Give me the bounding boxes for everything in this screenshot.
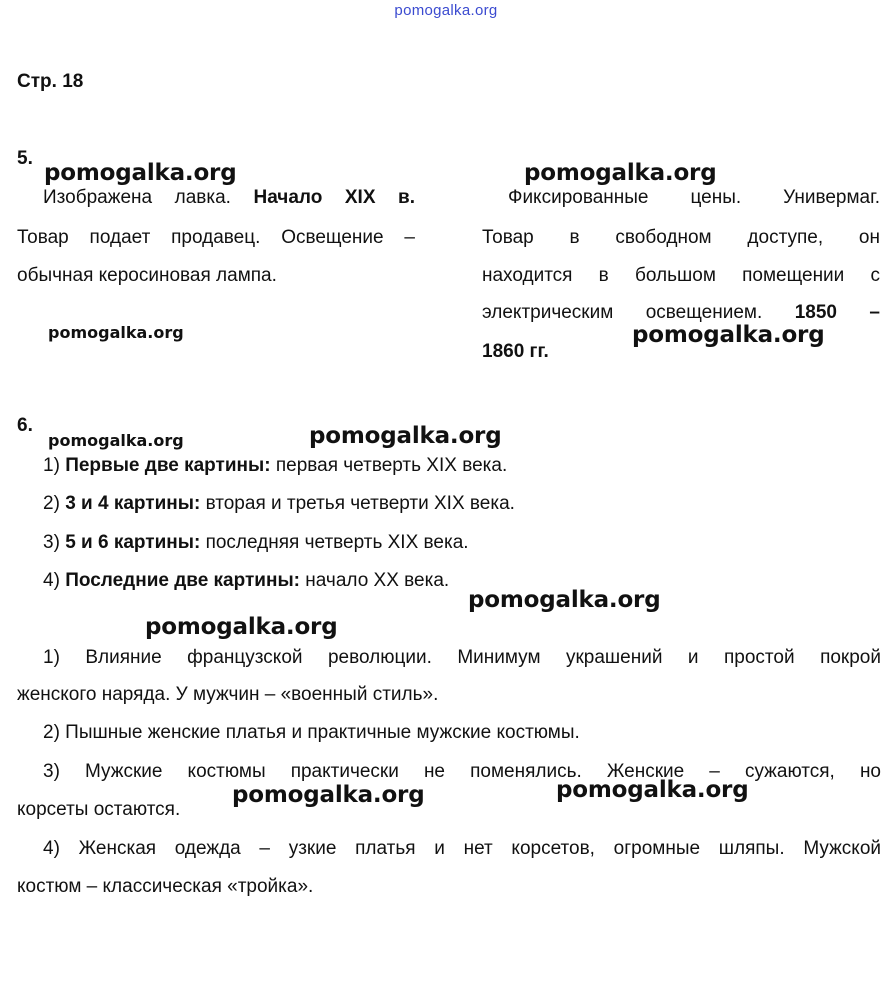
watermark: pomogalka.org — [309, 423, 502, 449]
task-5-left-line-3: обычная керосиновая лампа. — [17, 265, 277, 286]
item-text: начало XX века. — [305, 570, 450, 591]
task-5-right-text: электрическим освещением. — [482, 302, 763, 323]
item-text: последняя четверть XIX века. — [205, 532, 469, 553]
watermark: pomogalka.org — [468, 587, 661, 613]
watermark: pomogalka.org — [524, 160, 717, 186]
watermark: pomogalka.org — [232, 782, 425, 808]
page-label: Стр. 18 — [17, 71, 84, 92]
task-6-desc-4-line-2: костюм – классическая «тройка». — [17, 876, 314, 897]
task-6-item-1 — [43, 455, 507, 477]
task-6-desc-3-line-1: 3) Мужские костюмы практически не поменялись. Женские – сужаются, но — [43, 761, 881, 782]
task-5-left-date: Начало XIX в. — [253, 187, 415, 208]
task-5-left-text: Изображена лавка. — [43, 187, 231, 208]
task-5-right-line-2: Товар в свободном доступе, он — [482, 227, 880, 248]
item-prefix: 2) — [43, 493, 60, 514]
item-prefix: 3) — [43, 532, 60, 553]
watermark: pomogalka.org — [48, 431, 184, 450]
watermark: pomogalka.org — [44, 160, 237, 186]
task-6-desc-3-line-2: корсеты остаются. — [17, 799, 181, 820]
task-6-number: 6. — [17, 415, 33, 436]
task-6-item-4 — [43, 570, 449, 592]
task-5-left-line-2: Товар подает продавец. Освещение – — [17, 227, 415, 248]
watermark: pomogalka.org — [145, 614, 338, 640]
site-url-header[interactable]: pomogalka.org — [394, 2, 498, 19]
task-6-desc-4-line-1: 4) Женская одежда – узкие платья и нет корсетов, огромные шляпы. Мужской — [43, 838, 881, 859]
item-prefix: 4) — [43, 570, 60, 591]
task-6-desc-2: 2) Пышные женские платья и практичные мужские костюмы. — [43, 722, 580, 743]
task-5-right-date: 1850 – — [794, 302, 880, 323]
item-text: вторая и третья четверти XIX века. — [205, 493, 515, 514]
task-5-right-line-4 — [482, 302, 880, 324]
task-5-number: 5. — [17, 148, 33, 169]
task-5-right-line-3: находится в большом помещении с — [482, 265, 880, 286]
watermark: pomogalka.org — [48, 323, 184, 342]
item-prefix: 1) — [43, 455, 60, 476]
task-5-right-line-1: Фиксированные цены. Универмаг. — [508, 187, 880, 208]
task-6-desc-1-line-2: женского наряда. У мужчин – «военный стиль». — [17, 684, 439, 705]
item-label: 5 и 6 картины: — [65, 532, 201, 553]
item-label: Первые две картины: — [65, 455, 271, 476]
task-6-item-3 — [43, 532, 469, 554]
item-label: 3 и 4 картины: — [65, 493, 201, 514]
item-text: первая четверть XIX века. — [275, 455, 508, 476]
task-6-desc-1-line-1: 1) Влияние французской революции. Минимум украшений и простой покрой — [43, 647, 881, 668]
task-6-item-2 — [43, 493, 515, 515]
watermark: pomogalka.org — [556, 777, 749, 803]
item-label: Последние две картины: — [65, 570, 300, 591]
task-5-right-line-5: 1860 гг. — [482, 341, 549, 362]
watermark: pomogalka.org — [632, 322, 825, 348]
task-5-left-line-1 — [43, 187, 415, 209]
